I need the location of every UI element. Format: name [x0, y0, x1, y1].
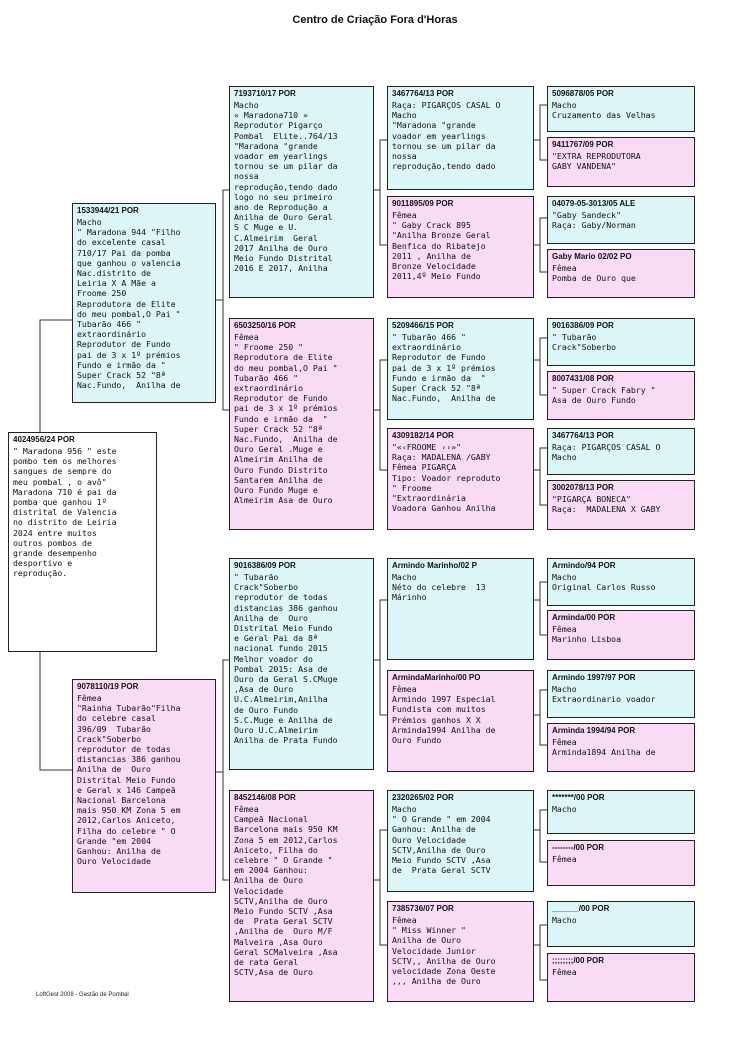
card-line: reprodução,tendo dado: [392, 161, 496, 172]
ring-number: 5096878/05 POR: [552, 89, 614, 98]
ring-number: Armindo 1997/97 POR: [552, 673, 636, 682]
card-line: pai de 3 x 1º prémios: [392, 362, 496, 373]
card-line: Reprodutora de Elite: [77, 298, 176, 309]
card-line: Melhor voador do: [234, 653, 313, 664]
card-line: Ouro Velocidade: [77, 856, 151, 867]
card-line: Pombal 2015: Asa de: [234, 663, 328, 674]
card-line: U.C.Almeirim,Anilha: [234, 694, 328, 705]
card-line: " Miss Winner ": [392, 925, 466, 936]
card-line: " Tubarão 466 ": [392, 332, 466, 342]
pigeon-card-grandsire-maternal[interactable]: [229, 558, 374, 770]
pigeon-card-ggg14[interactable]: [547, 840, 695, 886]
card-line: Ouro Velocidade: [392, 834, 466, 845]
card-line: Reprodutora de Elite: [234, 352, 333, 363]
card-line: Raça: Gaby/Norman: [552, 220, 636, 231]
card-text: [392, 915, 529, 986]
card-line: extraordinário: [234, 383, 304, 394]
pigeon-card-gg3[interactable]: [387, 318, 534, 420]
card-line: e Geral x 146 Campeã: [77, 784, 176, 795]
card-line: " Super Crack Fabry ": [552, 385, 656, 395]
card-line: Almeirim Anilha de: [234, 454, 323, 465]
card-line: nossa: [234, 171, 259, 182]
pigeon-card-ggg9[interactable]: [547, 558, 695, 606]
card-line: Macho: [552, 684, 577, 694]
card-line: Anilha de Ouro: [234, 875, 304, 886]
ring-number: 4309182/14 POR: [392, 431, 454, 440]
card-line: Reprodutor Pigarço: [234, 120, 323, 131]
card-line: Aniceto, Filha do: [234, 844, 318, 855]
card-line: Anilha de Ouro: [234, 612, 308, 623]
card-line: Nac.distrito de: [77, 268, 151, 279]
ring-number: 2320265/02 POR: [392, 793, 454, 802]
card-line: Cruzamento das Velhas: [552, 110, 656, 121]
card-line: Macho: [552, 100, 577, 110]
card-text: [392, 332, 529, 403]
card-line: GABY VANDENA": [552, 161, 617, 172]
card-line: Pomba de Ouro que: [552, 273, 636, 284]
card-line: " O Grande " em 2004: [392, 814, 491, 825]
card-line: Anilha de Ouro: [77, 764, 151, 775]
card-line: Ouro Fundo Muge e: [234, 485, 318, 496]
card-line: Bronze Velocidade: [392, 261, 476, 272]
card-text: [234, 804, 369, 977]
card-line: Prémios ganhos X X: [392, 714, 481, 725]
card-line: C.Almeirim Geral: [234, 232, 318, 243]
card-text: [392, 684, 529, 745]
card-line: distrital de Valencia: [13, 507, 117, 518]
card-line: Macho: [552, 804, 577, 814]
card-line: "Gaby Sandeck": [552, 210, 622, 220]
card-line: Velocidade Junior: [392, 945, 476, 956]
ring-number: 1533944/21 POR: [77, 206, 139, 215]
card-line: Raça: PIGARÇOS CASAL O: [392, 100, 501, 110]
card-line: Benfica do Ribatejo: [392, 240, 486, 251]
pigeon-card-ggg7[interactable]: [547, 428, 695, 475]
card-line: "EXTRA REPRODUTORA: [552, 151, 641, 161]
ring-number: 8007431/08 POR: [552, 374, 614, 383]
card-line: 2012,Carlos Aniceto,: [77, 815, 176, 826]
card-line: em 2004 Ganhou:: [234, 865, 308, 876]
ring-number: 04079-05-3013/05 ALE: [552, 199, 636, 208]
pigeon-card-gg7[interactable]: [387, 790, 534, 892]
card-line: reprodução,tendo dado: [234, 181, 338, 192]
card-line: Crack"Soberbo: [552, 342, 617, 353]
ring-number: 8452146/08 POR: [234, 793, 296, 802]
ring-number: 3002078/13 POR: [552, 483, 614, 492]
card-line: Márinho: [392, 592, 427, 603]
card-line: Voadora Ganhou Anilha: [392, 503, 496, 514]
ring-number: 5209466/15 POR: [392, 321, 454, 330]
pigeon-card-ggg3[interactable]: [547, 196, 695, 244]
card-line: Fêmea: [552, 737, 577, 747]
card-line: 2017 Anilha de Ouro: [234, 242, 328, 253]
card-line: Zona 5 em 2012,Carlos: [234, 834, 338, 845]
card-line: reprodutor de todas: [77, 744, 171, 755]
pigeon-card-root[interactable]: [8, 432, 157, 652]
pigeon-card-granddam-paternal[interactable]: [229, 318, 374, 530]
card-line: SCTV,Anilha de Ouro: [234, 895, 328, 906]
card-line: Filha do celebre " O: [77, 825, 176, 836]
card-text: [77, 693, 211, 866]
card-line: Fêmea: [392, 210, 417, 220]
pigeon-card-ggg13[interactable]: [547, 790, 695, 834]
card-line: Raça: MADALENA X GABY: [552, 504, 661, 515]
card-line: Anilha de Ouro Geral: [234, 212, 333, 223]
ring-number: *******/00 POR: [552, 793, 605, 802]
card-line: ano de Reprodução a: [234, 202, 328, 213]
card-line: "PIGARÇA BONECA": [552, 494, 631, 504]
ring-number: 7385736/07 POR: [392, 904, 454, 913]
card-text: [552, 967, 690, 977]
card-line: reprodutor de todas: [234, 592, 328, 603]
card-line: Macho: [552, 572, 577, 582]
card-line: Tubarão 466 ": [77, 319, 142, 330]
ring-number: ______/00 POR: [552, 904, 610, 913]
pigeon-card-ggg4[interactable]: [547, 249, 695, 298]
card-line: Distrital Meio Fundo: [77, 774, 176, 785]
card-line: tornou se um pilar da: [234, 161, 338, 172]
ring-number: Gaby Mario 02/02 PO: [552, 252, 632, 261]
card-line: " Froome 250 ": [234, 342, 304, 353]
pigeon-card-ggg8[interactable]: [547, 480, 695, 530]
card-text: [552, 684, 690, 704]
card-line: extraordinário: [77, 329, 147, 340]
card-line: Super Crack 52 "8ª: [392, 383, 481, 394]
card-line: Fêmea: [234, 804, 259, 814]
card-line: Barcelona mais 950 KM: [234, 824, 338, 835]
card-line: de rata Geral: [234, 957, 299, 968]
card-line: 2011,4º Meio Fundo: [392, 271, 481, 282]
card-line: tornou se um pilar da: [392, 140, 496, 151]
pigeon-card-ggg10[interactable]: [547, 610, 695, 660]
card-line: mais 950 KM Zona 5 em: [77, 805, 181, 816]
card-text: [392, 804, 529, 875]
ring-number: 4024956/24 POR: [13, 435, 75, 444]
card-text: [552, 737, 690, 757]
card-text: [392, 442, 529, 513]
ring-number: 3467764/13 POR: [552, 431, 614, 440]
card-text: [234, 100, 369, 273]
card-line: "Extraordinária: [392, 493, 466, 504]
card-line: outros pombos de: [13, 537, 92, 548]
card-text: [552, 494, 690, 514]
pigeon-card-dam[interactable]: [72, 679, 216, 893]
pigeon-card-gg4[interactable]: [387, 428, 534, 530]
card-line: SCTV,, Anilha de Ouro: [392, 955, 496, 966]
card-line: Macho: [392, 110, 417, 121]
pigeon-card-gg8[interactable]: [387, 901, 534, 1002]
card-line: celebre " O Grande ": [234, 855, 333, 866]
card-line: Geral SCMalveira ,Asa: [234, 946, 338, 957]
ring-number: ArmindaMarinho/00 PO: [392, 673, 481, 682]
card-line: Macho: [234, 100, 259, 110]
card-line: no distrito de Leiria: [13, 517, 117, 528]
card-line: reprodução.: [13, 568, 68, 579]
card-text: [552, 442, 690, 462]
card-text: [552, 100, 690, 120]
card-line: extraordinário: [392, 342, 462, 353]
card-line: logo no seu primeiro: [234, 191, 333, 202]
card-line: ,,, Anilha de Ouro: [392, 976, 481, 987]
footer-credit: LoftGest 2008 - Gestão de Pombal: [36, 992, 129, 998]
card-line: Tubarão 466 ": [234, 372, 299, 383]
card-line: Reprodutor de Fundo: [77, 339, 171, 350]
card-line: "«‹FROOME ››»": [392, 442, 462, 452]
pigeon-card-gg2[interactable]: [387, 196, 534, 298]
pigeon-card-granddam-maternal[interactable]: [229, 790, 374, 1002]
pigeon-card-ggg15[interactable]: [547, 901, 695, 947]
ring-number: 7193710/17 POR: [234, 89, 296, 98]
card-line: meu pombal , o avô": [13, 476, 107, 487]
card-line: Meio Fundo SCTV ,Asa: [234, 906, 333, 917]
card-line: Reprodutor de Fundo: [392, 352, 486, 363]
card-line: " Tubarão: [552, 332, 597, 342]
page-title: Centro de Criação Fora d'Horas: [292, 14, 458, 26]
card-line: pombo tem os melhores: [13, 456, 117, 467]
card-line: Nac.Fundo, Anilha de: [234, 434, 338, 445]
card-line: Macho: [552, 915, 577, 925]
card-line: do meu pombal,O Pai ": [77, 308, 181, 319]
card-text: [552, 854, 690, 864]
pigeon-card-gg1[interactable]: [387, 86, 534, 190]
card-text: [392, 572, 529, 603]
card-line: Raça: MADALENA /GABY: [392, 452, 491, 463]
card-line: de Prata Geral SCTV: [392, 865, 491, 876]
card-line: " Froome: [392, 482, 432, 493]
pigeon-card-ggg1[interactable]: [547, 86, 695, 132]
card-line: Fundo e irmão da ": [234, 413, 328, 424]
card-line: Grande "em 2004: [77, 835, 151, 846]
card-line: Velocidade: [234, 885, 284, 896]
card-line: Super Crack 52 "8ª: [77, 370, 166, 381]
card-line: nacional fundo 2015: [234, 643, 328, 654]
card-line: de Prata Geral SCTV: [234, 916, 333, 927]
card-line: pomba que ganhou 1º: [13, 497, 107, 508]
card-text: [392, 210, 529, 281]
card-line: Néto do celebre 13: [392, 582, 486, 593]
ring-number: 9016386/09 POR: [234, 561, 296, 570]
ring-number: 6503250/16 POR: [234, 321, 296, 330]
card-line: Meio Fundo Distrital: [234, 253, 333, 264]
card-line: Macho: [392, 804, 417, 814]
card-text: [552, 385, 690, 405]
pigeon-card-gg5[interactable]: [387, 558, 534, 660]
card-line: Tipo: Voador reproduto: [392, 472, 501, 483]
card-line: Campeã Nacional: [234, 814, 308, 825]
card-line: Fêmea: [552, 263, 577, 273]
card-line: Raça: PIGARÇOS CASAL O: [552, 442, 661, 452]
card-line: Nac.Fundo, Anilha de: [392, 393, 496, 404]
card-line: " Maradona 956 " este: [13, 446, 117, 456]
card-line: ,Asa de Ouro: [234, 684, 294, 695]
pigeon-card-ggg6[interactable]: [547, 371, 695, 420]
card-line: Arminda1894 Anilha de: [552, 747, 656, 758]
card-line: 2016 E 2017, Anilha: [234, 263, 328, 274]
pigeon-card-sire[interactable]: [72, 203, 216, 403]
card-text: [552, 624, 690, 644]
card-line: Ouro da Geral S.CMuge: [234, 674, 338, 685]
card-line: Marinho Lisboa: [552, 634, 622, 645]
card-text: [552, 263, 690, 283]
card-line: desportivo e: [13, 558, 73, 569]
card-line: Distrital Meio Fundo: [234, 623, 333, 634]
card-line: do celebre casal: [77, 713, 156, 724]
card-line: distancias 386 ganhou: [77, 754, 181, 765]
card-line: Ganhou: Anilha de: [77, 846, 161, 857]
ring-number: 9078110/19 POR: [77, 682, 139, 691]
card-line: Fêmea PIGARÇA: [392, 462, 457, 473]
card-line: distancias 386 ganhou: [234, 602, 338, 613]
card-line: "Maradona "grande: [234, 140, 318, 151]
card-line: Macho: [392, 572, 417, 582]
pigeon-card-ggg12[interactable]: [547, 723, 695, 772]
pigeon-card-gg6[interactable]: [387, 670, 534, 772]
card-line: Reprodutor de Fundo: [234, 393, 328, 404]
card-line: ,Anilha de Ouro M/F: [234, 926, 333, 937]
card-line: Froome 250: [77, 288, 127, 299]
ring-number: ;;;;;;;;/00 POR: [552, 956, 604, 965]
ring-number: 9411767/09 POR: [552, 140, 614, 149]
card-line: Fundo e irmão da ": [77, 359, 166, 370]
card-line: Ganhou: Anilha de: [392, 824, 476, 835]
card-line: « Maradona710 »: [234, 110, 308, 121]
pigeon-card-ggg16[interactable]: [547, 953, 695, 1002]
card-text: [13, 446, 152, 579]
card-line: pai de 3 x 1º prémios: [234, 403, 338, 414]
card-text: [552, 915, 690, 925]
card-text: [234, 332, 369, 505]
ring-number: Arminda/00 POR: [552, 613, 616, 622]
card-line: velocidade Zona Oeste: [392, 966, 496, 977]
pigeon-card-grandsire-paternal[interactable]: [229, 86, 374, 298]
card-line: Arminda1994 Anilha de: [392, 724, 496, 735]
pigeon-card-ggg11[interactable]: [547, 670, 695, 718]
card-line: Malveira ,Asa Ouro: [234, 936, 323, 947]
card-line: " Maradona 944 "Filho: [77, 227, 181, 238]
card-line: Fêmea: [392, 684, 417, 694]
card-line: Fêmea: [552, 624, 577, 634]
card-line: do meu pombal,O Pai ": [234, 362, 338, 373]
card-text: [234, 572, 369, 745]
card-line: Crack"Soberbo: [77, 733, 142, 744]
card-line: Meio Fundo SCTV ,Asa: [392, 855, 491, 866]
card-line: que ganhou o valencia: [77, 257, 181, 268]
card-line: grande desempenho: [13, 548, 97, 559]
card-line: " Gaby Crack 895: [392, 220, 471, 231]
ring-number: 3467764/13 POR: [392, 89, 454, 98]
card-line: Macho: [552, 452, 577, 463]
ring-number: --------/00 POR: [552, 843, 604, 852]
card-line: 2011 , Anilha de: [392, 250, 471, 261]
card-line: 396/09 Tubarão: [77, 723, 151, 734]
card-line: 710/17 Pai da pomba: [77, 247, 171, 258]
card-line: Extraordinario voador: [552, 694, 656, 705]
card-line: SCTV,Asa de Ouro: [234, 967, 313, 978]
ring-number: Armindo Marinho/02 P: [392, 561, 477, 570]
card-line: Almeirim Asa de Ouro: [234, 495, 333, 506]
card-line: Fêmea: [234, 332, 259, 342]
card-line: Fêmea: [552, 967, 577, 977]
card-line: voador em yearlings: [234, 151, 328, 162]
card-line: Nac.Fundo, Anilha de: [77, 380, 181, 391]
card-line: Fêmea: [552, 854, 577, 864]
card-line: pai de 3 x 1º prémios: [77, 349, 181, 360]
ring-number: Armindo/94 POR: [552, 561, 616, 570]
card-line: Anilha de Ouro: [392, 935, 462, 946]
card-line: S C Muge e U.: [234, 222, 299, 233]
card-line: Fêmea: [392, 915, 417, 925]
pigeon-card-ggg2[interactable]: [547, 137, 695, 187]
card-text: [552, 210, 690, 230]
card-line: Pombal Elite..764/13: [234, 130, 338, 141]
card-line: Ouro Fundo Distrito: [234, 464, 328, 475]
card-line: Santarem Anilha de: [234, 474, 323, 485]
card-line: de Ouro Fundo: [234, 704, 299, 715]
card-line: " Tubarão: [234, 572, 279, 582]
card-line: Anilha de Prata Fundo: [234, 735, 338, 746]
card-text: [552, 804, 690, 814]
ring-number: Arminda 1994/94 POR: [552, 726, 636, 735]
card-line: e Geral Pai da 8ª: [234, 633, 318, 644]
card-text: [552, 332, 690, 352]
card-line: Ouro Fundo: [392, 735, 442, 746]
ring-number: 9011895/09 POR: [392, 199, 454, 208]
card-line: SCTV,Anilha de Ouro: [392, 844, 486, 855]
card-line: Super Crack 52 "8ª: [234, 423, 323, 434]
card-line: Original Carlos Russo: [552, 582, 656, 593]
card-line: Armindo 1997 Especial: [392, 694, 496, 705]
card-text: [77, 217, 211, 390]
card-line: sangues de sempre do: [13, 466, 112, 477]
card-line: Macho: [77, 217, 102, 227]
card-line: Nacional Barcelona: [77, 795, 166, 806]
card-line: S.C.Muge e Anilha de: [234, 714, 333, 725]
card-line: Fundo e irmão da ": [392, 372, 486, 383]
card-line: Fundista com muitos: [392, 704, 486, 715]
card-line: "Anilha Bronze Geral: [392, 230, 491, 241]
ring-number: 9016386/09 POR: [552, 321, 614, 330]
card-text: [552, 572, 690, 592]
card-text: [392, 100, 529, 171]
card-line: Maradona 710 é pai da: [13, 486, 117, 497]
card-line: do excelente casal: [77, 237, 166, 248]
card-line: 2024 entre muitos: [13, 527, 97, 538]
card-line: Fêmea: [77, 693, 102, 703]
card-line: "Rainha Tubarão"Filha: [77, 703, 181, 714]
card-text: [552, 151, 690, 171]
card-line: "Maradona "grande: [392, 120, 476, 131]
card-line: Ouro U.C.Almeirim: [234, 725, 318, 736]
card-line: Ouro Geral .Muge e: [234, 444, 323, 455]
card-line: Asa de Ouro Fundo: [552, 395, 636, 406]
card-line: Crack"Soberbo: [234, 582, 299, 593]
card-line: Leiria X A Mãe a: [77, 278, 156, 289]
card-line: nossa: [392, 151, 417, 162]
card-line: voador em yearlings: [392, 130, 486, 141]
pigeon-card-ggg5[interactable]: [547, 318, 695, 366]
